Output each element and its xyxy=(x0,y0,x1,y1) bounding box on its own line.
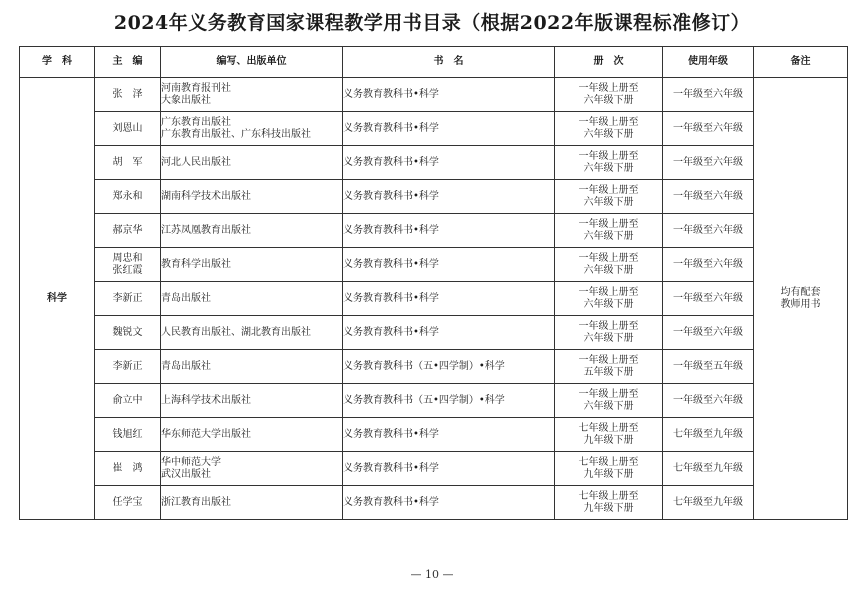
book-title-cell-text: 义务教育教科书（五•四学制）•科学 xyxy=(343,360,505,372)
editor-cell xyxy=(95,214,161,248)
grade-cell xyxy=(663,452,754,486)
editor-cell xyxy=(95,384,161,418)
grade-cell xyxy=(663,248,754,282)
publisher-cell xyxy=(161,282,343,316)
editor-cell-text: 李新正 xyxy=(112,292,143,304)
grade-cell-text: 一年级至五年级 xyxy=(673,360,743,372)
grade-cell-text: 一年级至六年级 xyxy=(673,326,743,338)
grade-cell-text: 一年级至六年级 xyxy=(673,156,743,168)
editor-cell xyxy=(95,452,161,486)
editor-cell-text: 周忠和 张红霞 xyxy=(112,252,143,276)
table-row xyxy=(20,316,848,350)
book-title-cell-text: 义务教育教科书•科学 xyxy=(343,224,439,236)
header-subject: 学 科 xyxy=(20,47,95,78)
volume-cell-text: 一年级上册至 六年级下册 xyxy=(578,252,639,276)
book-title-cell xyxy=(343,214,555,248)
table-row xyxy=(20,180,848,214)
publisher-cell xyxy=(161,180,343,214)
grade-cell xyxy=(663,146,754,180)
publisher-cell xyxy=(161,384,343,418)
header-editor: 主 编 xyxy=(95,47,161,78)
grade-cell xyxy=(663,316,754,350)
volume-cell xyxy=(555,112,663,146)
book-title-cell-text: 义务教育教科书•科学 xyxy=(343,156,439,168)
table-row xyxy=(20,78,848,112)
book-title-cell-text: 义务教育教科书•科学 xyxy=(343,122,439,134)
editor-cell xyxy=(95,418,161,452)
table-row xyxy=(20,350,848,384)
book-title-cell-text: 义务教育教科书•科学 xyxy=(343,88,439,100)
editor-cell-text: 任学宝 xyxy=(112,496,143,508)
grade-cell xyxy=(663,350,754,384)
editor-cell-text: 张 泽 xyxy=(112,88,143,100)
volume-cell xyxy=(555,214,663,248)
table-row xyxy=(20,248,848,282)
header-book: 书 名 xyxy=(343,47,555,78)
editor-cell xyxy=(95,486,161,520)
book-title-cell-text: 义务教育教科书•科学 xyxy=(343,326,439,338)
publisher-cell-text: 湖南科学技术出版社 xyxy=(161,190,251,202)
header-grade: 使用年级 xyxy=(663,47,754,78)
page-number: — 10 — xyxy=(410,568,454,581)
book-title-cell-text: 义务教育教科书（五•四学制）•科学 xyxy=(343,394,505,406)
publisher-cell xyxy=(161,418,343,452)
book-title-cell xyxy=(343,316,555,350)
volume-cell xyxy=(555,350,663,384)
publisher-cell-text: 浙江教育出版社 xyxy=(161,496,231,508)
volume-cell-text: 一年级上册至 六年级下册 xyxy=(578,388,639,412)
grade-cell xyxy=(663,112,754,146)
publisher-cell xyxy=(161,146,343,180)
book-title-cell xyxy=(343,112,555,146)
volume-cell-text: 一年级上册至 六年级下册 xyxy=(578,320,639,344)
grade-cell xyxy=(663,384,754,418)
volume-cell xyxy=(555,180,663,214)
publisher-cell-text: 青岛出版社 xyxy=(161,292,211,304)
volume-cell xyxy=(555,146,663,180)
editor-cell xyxy=(95,350,161,384)
book-title-cell-text: 义务教育教科书•科学 xyxy=(343,258,439,270)
table-row xyxy=(20,282,848,316)
table-row xyxy=(20,418,848,452)
book-title-cell xyxy=(343,350,555,384)
volume-cell xyxy=(555,384,663,418)
volume-cell xyxy=(555,78,663,112)
table-row xyxy=(20,452,848,486)
note-cell xyxy=(754,78,848,520)
book-title-cell-text: 义务教育教科书•科学 xyxy=(343,190,439,202)
editor-cell xyxy=(95,282,161,316)
volume-cell-text: 七年级上册至 九年级下册 xyxy=(578,422,639,446)
grade-cell-text: 一年级至六年级 xyxy=(673,122,743,134)
publisher-cell-text: 江苏凤凰教育出版社 xyxy=(161,224,251,236)
editor-cell-text: 魏锐文 xyxy=(112,326,143,338)
grade-cell-text: 一年级至六年级 xyxy=(673,292,743,304)
publisher-cell xyxy=(161,350,343,384)
editor-cell xyxy=(95,316,161,350)
book-title-cell xyxy=(343,486,555,520)
editor-cell-text: 胡 军 xyxy=(112,156,143,168)
volume-cell-text: 一年级上册至 六年级下册 xyxy=(578,184,639,208)
table-row xyxy=(20,214,848,248)
grade-cell xyxy=(663,282,754,316)
volume-cell xyxy=(555,282,663,316)
book-title-cell xyxy=(343,418,555,452)
grade-cell-text: 一年级至六年级 xyxy=(673,394,743,406)
volume-cell xyxy=(555,418,663,452)
book-title-cell xyxy=(343,248,555,282)
editor-cell xyxy=(95,248,161,282)
grade-cell-text: 七年级至九年级 xyxy=(673,496,743,508)
volume-cell xyxy=(555,248,663,282)
publisher-cell-text: 人民教育出版社、湖北教育出版社 xyxy=(161,326,311,338)
book-title-cell-text: 义务教育教科书•科学 xyxy=(343,428,439,440)
header-publisher: 编写、出版单位 xyxy=(161,47,343,78)
grade-cell xyxy=(663,78,754,112)
catalog-table xyxy=(19,46,848,520)
publisher-cell-text: 广东教育出版社 广东教育出版社、广东科技出版社 xyxy=(161,116,311,140)
volume-cell-text: 七年级上册至 九年级下册 xyxy=(578,490,639,514)
grade-cell-text: 一年级至六年级 xyxy=(673,88,743,100)
table-row xyxy=(20,112,848,146)
grade-cell-text: 七年级至九年级 xyxy=(673,428,743,440)
book-title-cell xyxy=(343,282,555,316)
grade-cell-text: 一年级至六年级 xyxy=(673,258,743,270)
subject-cell: 科学 xyxy=(20,78,95,520)
book-title-cell xyxy=(343,78,555,112)
grade-cell xyxy=(663,214,754,248)
volume-cell xyxy=(555,452,663,486)
book-title-cell xyxy=(343,384,555,418)
book-title-cell xyxy=(343,146,555,180)
book-title-cell-text: 义务教育教科书•科学 xyxy=(343,496,439,508)
book-title-cell-text: 义务教育教科书•科学 xyxy=(343,292,439,304)
grade-cell-text: 一年级至六年级 xyxy=(673,190,743,202)
publisher-cell xyxy=(161,248,343,282)
editor-cell-text: 刘恩山 xyxy=(112,122,143,134)
editor-cell-text: 郝京华 xyxy=(112,224,143,236)
publisher-cell-text: 上海科学技术出版社 xyxy=(161,394,251,406)
volume-cell-text: 一年级上册至 六年级下册 xyxy=(578,286,639,310)
editor-cell xyxy=(95,180,161,214)
publisher-cell-text: 青岛出版社 xyxy=(161,360,211,372)
volume-cell-text: 一年级上册至 五年级下册 xyxy=(578,354,639,378)
publisher-cell-text: 河南教育报刊社 大象出版社 xyxy=(161,82,231,106)
volume-cell-text: 一年级上册至 六年级下册 xyxy=(578,218,639,242)
publisher-cell xyxy=(161,452,343,486)
editor-cell xyxy=(95,146,161,180)
volume-cell-text: 一年级上册至 六年级下册 xyxy=(578,150,639,174)
editor-cell xyxy=(95,78,161,112)
volume-cell-text: 七年级上册至 九年级下册 xyxy=(578,456,639,480)
table-body xyxy=(20,78,848,520)
grade-cell xyxy=(663,486,754,520)
table-header xyxy=(20,47,848,78)
header-note: 备注 xyxy=(754,47,848,78)
publisher-cell xyxy=(161,78,343,112)
note-text: 均有配套 教师用书 xyxy=(780,286,821,310)
grade-cell xyxy=(663,418,754,452)
editor-cell-text: 钱旭红 xyxy=(112,428,143,440)
table-row xyxy=(20,486,848,520)
volume-cell xyxy=(555,316,663,350)
table-row xyxy=(20,384,848,418)
book-title-cell xyxy=(343,180,555,214)
grade-cell-text: 一年级至六年级 xyxy=(673,224,743,236)
header-volume: 册 次 xyxy=(555,47,663,78)
publisher-cell-text: 河北人民出版社 xyxy=(161,156,231,168)
editor-cell-text: 崔 鸿 xyxy=(112,462,143,474)
editor-cell-text: 李新正 xyxy=(112,360,143,372)
editor-cell-text: 郑永和 xyxy=(112,190,143,202)
publisher-cell-text: 华东师范大学出版社 xyxy=(161,428,251,440)
page-title: 2024年义务教育国家课程教学用书目录（根据2022年版课程标准修订） xyxy=(113,12,751,34)
book-title-cell-text: 义务教育教科书•科学 xyxy=(343,462,439,474)
editor-cell-text: 俞立中 xyxy=(112,394,143,406)
volume-cell xyxy=(555,486,663,520)
volume-cell-text: 一年级上册至 六年级下册 xyxy=(578,116,639,140)
publisher-cell xyxy=(161,214,343,248)
book-title-cell xyxy=(343,452,555,486)
publisher-cell xyxy=(161,112,343,146)
volume-cell-text: 一年级上册至 六年级下册 xyxy=(578,82,639,106)
publisher-cell-text: 华中师范大学 武汉出版社 xyxy=(161,456,221,480)
publisher-cell xyxy=(161,486,343,520)
grade-cell-text: 七年级至九年级 xyxy=(673,462,743,474)
publisher-cell xyxy=(161,316,343,350)
grade-cell xyxy=(663,180,754,214)
editor-cell xyxy=(95,112,161,146)
table-row xyxy=(20,146,848,180)
publisher-cell-text: 教育科学出版社 xyxy=(161,258,231,270)
